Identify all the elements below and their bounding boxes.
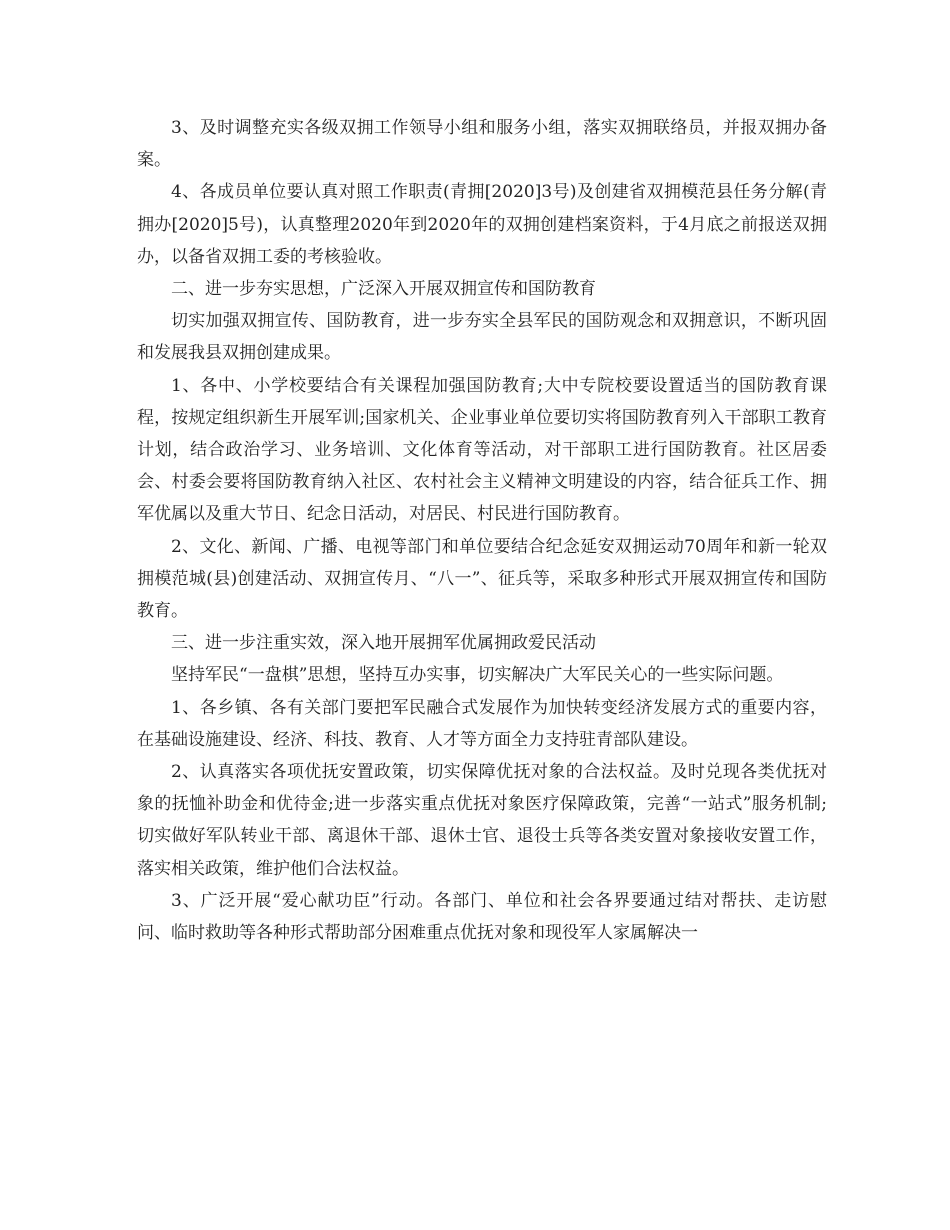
section-heading-3: 三、进一步注重实效，深入地开展拥军优属拥政爱民活动 — [171, 633, 596, 654]
document-body — [137, 112, 827, 949]
paragraph-item-4: 4、各成员单位要认真对照工作职责(青拥[2020]3号)及创建省双拥模范县任务分解(青拥办[2020]5号)，认真整理2020年到2020年的双拥创建档案资料，于4月底之前报送双拥办，以备省双拥工委的考核验收。 — [137, 182, 827, 267]
paragraph-item-3-1: 1、各乡镇、各有关部门要把军民融合式发展作为加快转变经济发展方式的重要内容，在基础设施建设、经济、科技、教育、人才等方面全力支持驻青部队建设。 — [137, 697, 827, 750]
section-intro-3: 坚持军民“一盘棋”思想，坚持互办实事，切实解决广大军民关心的一些实际问题。 — [171, 665, 784, 686]
paragraph-item-2-2: 2、文化、新闻、广播、电视等部门和单位要结合纪念延安双拥运动70周年和新一轮双拥模范城(县)创建活动、双拥宣传月、“八一”、征兵等，采取多种形式开展双拥宣传和国防教育。 — [137, 536, 827, 622]
paragraph-item-3-3: 3、广泛开展“爱心献功臣”行动。各部门、单位和社会各界要通过结对帮扶、走访慰问、临时救助等各种形式帮助部分困难重点优抚对象和现役军人家属解决一 — [137, 890, 827, 944]
paragraph-item-3-2: 2、认真落实各项优抚安置政策，切实保障优抚对象的合法权益。及时兑现各类优抚对象的抚恤补助金和优待金;进一步落实重点优抚对象医疗保障政策，完善“一站式”服务机制;切实做好军队转业干部、离退休干部、退休士官、退役士兵等各类安置对象接收安置工作，落实相关政策，维护他们合法权益。 — [137, 762, 827, 879]
section-heading-2: 二、进一步夯实思想，广泛深入开展双拥宣传和国防教育 — [171, 279, 596, 300]
paragraph-item-2-1: 1、各中、小学校要结合有关课程加强国防教育;大中专院校要设置适当的国防教育课程，按规定组织新生开展军训;国家机关、企业事业单位要切实将国防教育列入干部职工教育计划，结合政治学习、业务培训、文化体育等活动，对干部职工进行国防教育。社区居委会、村委会要将国防教育纳入社区、农村社会主义精神文明建设的内容，结合征兵工作、拥军优属以及重大节日、纪念日活动，对居民、村民进行国防教育。 — [137, 375, 827, 525]
paragraph-item-3: 3、及时调整充实各级双拥工作领导小组和服务小组，落实双拥联络员，并报双拥办备案。 — [137, 118, 827, 171]
section-intro-2: 切实加强双拥宣传、国防教育，进一步夯实全县军民的国防观念和双拥意识，不断巩固和发展我县双拥创建成果。 — [137, 311, 827, 364]
